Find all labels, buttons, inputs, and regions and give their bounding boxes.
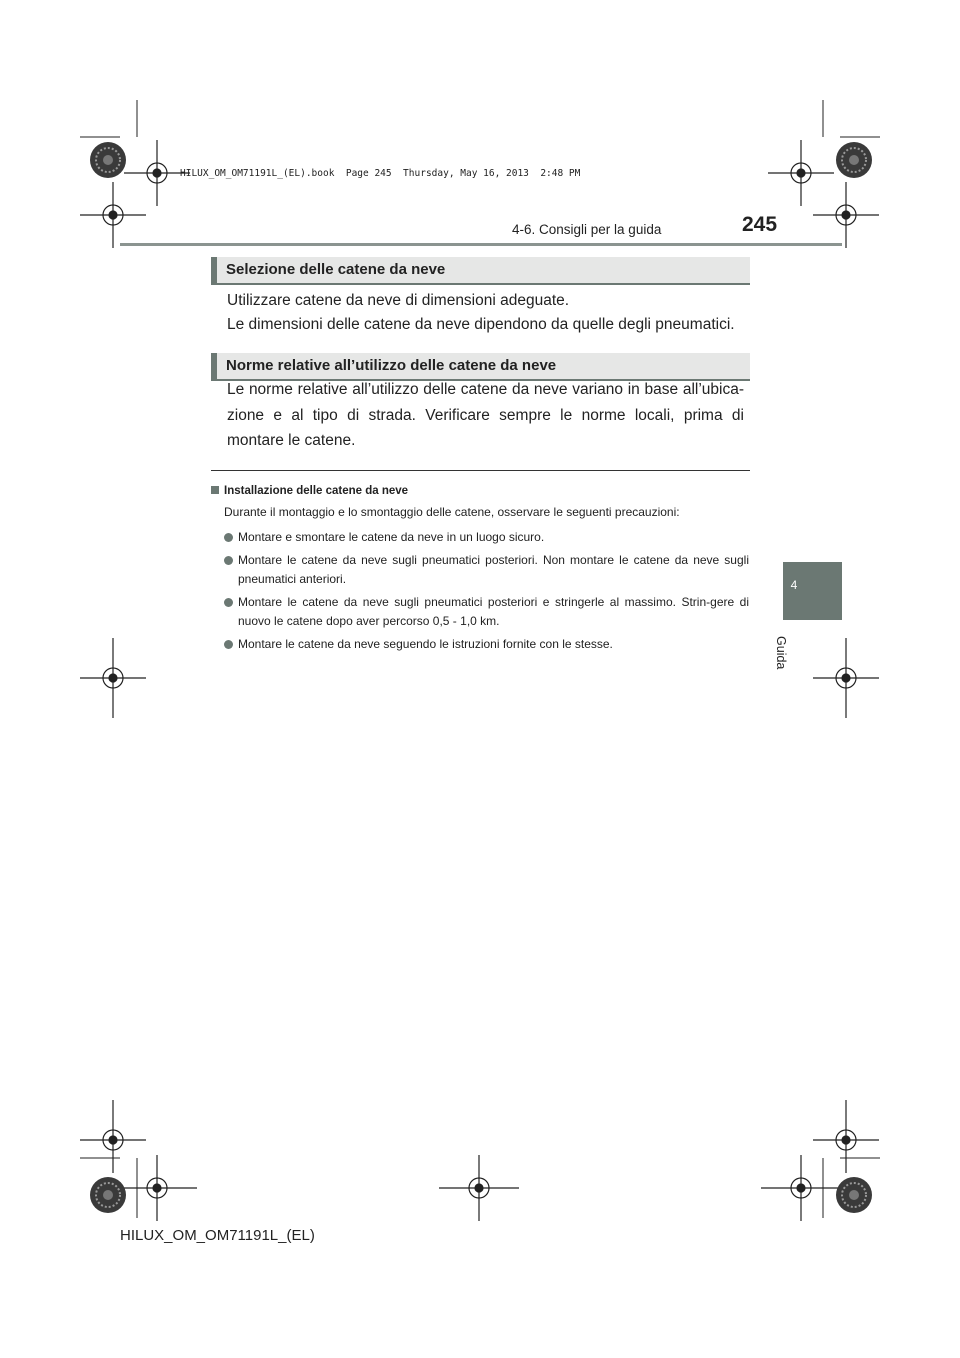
square-bullet-icon: [211, 486, 219, 494]
list-item-text: Montare e smontare le catene da neve in un luogo sicuro.: [238, 530, 545, 544]
header-rule: [120, 243, 842, 246]
page-number: 245: [742, 213, 778, 236]
body-line: Utilizzare catene da neve di dimensioni adeguate.: [227, 292, 570, 309]
list-item: [224, 635, 749, 654]
book-stamp: HILUX_OM_OM71191L_(EL).book Page 245 Thursday, May 16, 2013 2:48 PM: [180, 168, 581, 179]
list-item-text: Montare le catene da neve seguendo le istruzioni fornite con le stesse.: [238, 637, 613, 651]
list-item: [224, 551, 749, 589]
bullet-dot-icon: [224, 640, 233, 649]
bullet-dot-icon: [224, 533, 233, 542]
section-reference: 4-6. Consigli per la guida: [512, 222, 662, 237]
notes-intro: Durante il montaggio e lo smontaggio delle catene, osservare le seguenti precauzioni:: [224, 505, 680, 519]
section-title: Selezione delle catene da neve: [226, 261, 446, 278]
bullet-dot-icon: [224, 556, 233, 565]
bullet-dot-icon: [224, 598, 233, 607]
heading-accent-bar: [211, 353, 217, 381]
list-item-text: Montare le catene da neve sugli pneumatici posteriori e stringerle al massimo. Strin-gere di nuovo le catene dopo aver percorso 0,5 - 1,0 km.: [238, 595, 749, 628]
section-heading-selection: [211, 257, 750, 285]
notes-divider: [211, 470, 750, 471]
chapter-tab-label: [774, 628, 804, 688]
body-line: Le dimensioni delle catene da neve dipendono da quelle degli pneumatici.: [227, 316, 735, 333]
chapter-tab-number: 4: [790, 578, 798, 592]
heading-accent-bar: [211, 257, 217, 285]
notes-heading: [211, 485, 408, 497]
chapter-tab-label-text: Guida: [774, 636, 788, 670]
list-item-text: Montare le catene da neve sugli pneumatici posteriori. Non montare le catene da neve sugli pneumatici anteriori.: [238, 553, 749, 586]
section-body-rules: Le norme relative all’utilizzo delle catene da neve variano in base all’ubica-zione e al tipo di strada. Verificare sempre le norme locali, prima di montare le catene.: [227, 381, 744, 449]
footer-document-code: HILUX_OM_OM71191L_(EL): [120, 1227, 315, 1244]
list-item: [224, 528, 749, 547]
section-body-selection: [227, 289, 744, 337]
notes-heading-text: Installazione delle catene da neve: [224, 485, 409, 497]
section-title: Norme relative all’utilizzo delle catene da neve: [226, 357, 557, 374]
list-item: [224, 593, 749, 631]
